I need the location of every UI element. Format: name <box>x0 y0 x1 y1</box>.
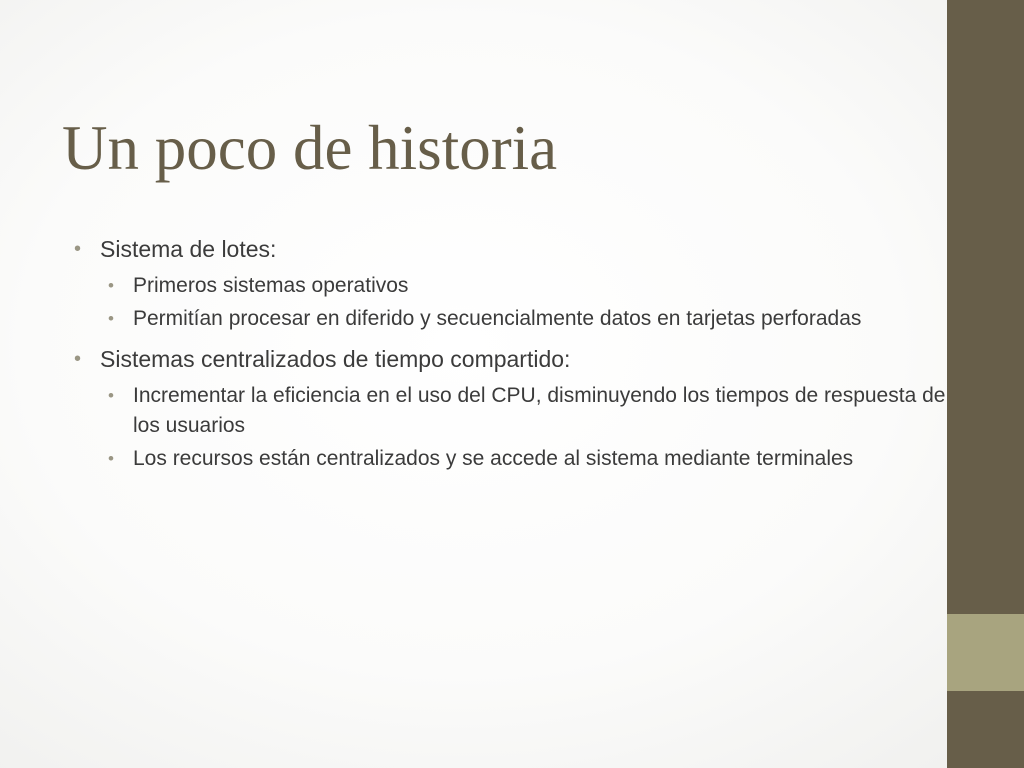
sub-bullet-icon: • <box>108 449 114 468</box>
bullet-text: Sistemas centralizados de tiempo compartido: <box>100 346 571 372</box>
sub-bullet-text: Incrementar la eficiencia en el uso del CPU, disminuyendo los tiempos de respuesta de los usuarios <box>133 384 946 437</box>
bullet-icon: • <box>74 348 82 370</box>
sub-bullet-text: Los recursos están centralizados y se accede al sistema mediante terminales <box>133 447 854 470</box>
bullet-item-batch-systems <box>74 230 946 334</box>
sub-bullet-icon: • <box>108 386 114 405</box>
slide-title: Un poco de historia <box>62 113 558 183</box>
sidebar-bar-bottom <box>947 691 1024 768</box>
bullet-item-time-sharing <box>74 340 946 474</box>
sub-bullet-icon: • <box>108 276 114 295</box>
sub-bullet-item <box>108 381 946 441</box>
sub-bullet-list <box>108 381 946 474</box>
bullet-list <box>74 230 946 474</box>
bullet-icon: • <box>74 238 82 260</box>
sub-bullet-item <box>108 444 946 474</box>
sub-bullet-item <box>108 304 946 334</box>
sub-bullet-icon: • <box>108 309 114 328</box>
sidebar-accent-block <box>947 614 1024 691</box>
sub-bullet-text: Permitían procesar en diferido y secuencialmente datos en tarjetas perforadas <box>133 307 862 330</box>
sidebar-bar-top <box>947 0 1024 614</box>
sub-bullet-text: Primeros sistemas operativos <box>133 274 409 297</box>
sub-bullet-item <box>108 271 946 301</box>
sub-bullet-list <box>108 271 946 334</box>
bullet-text: Sistema de lotes: <box>100 236 277 262</box>
